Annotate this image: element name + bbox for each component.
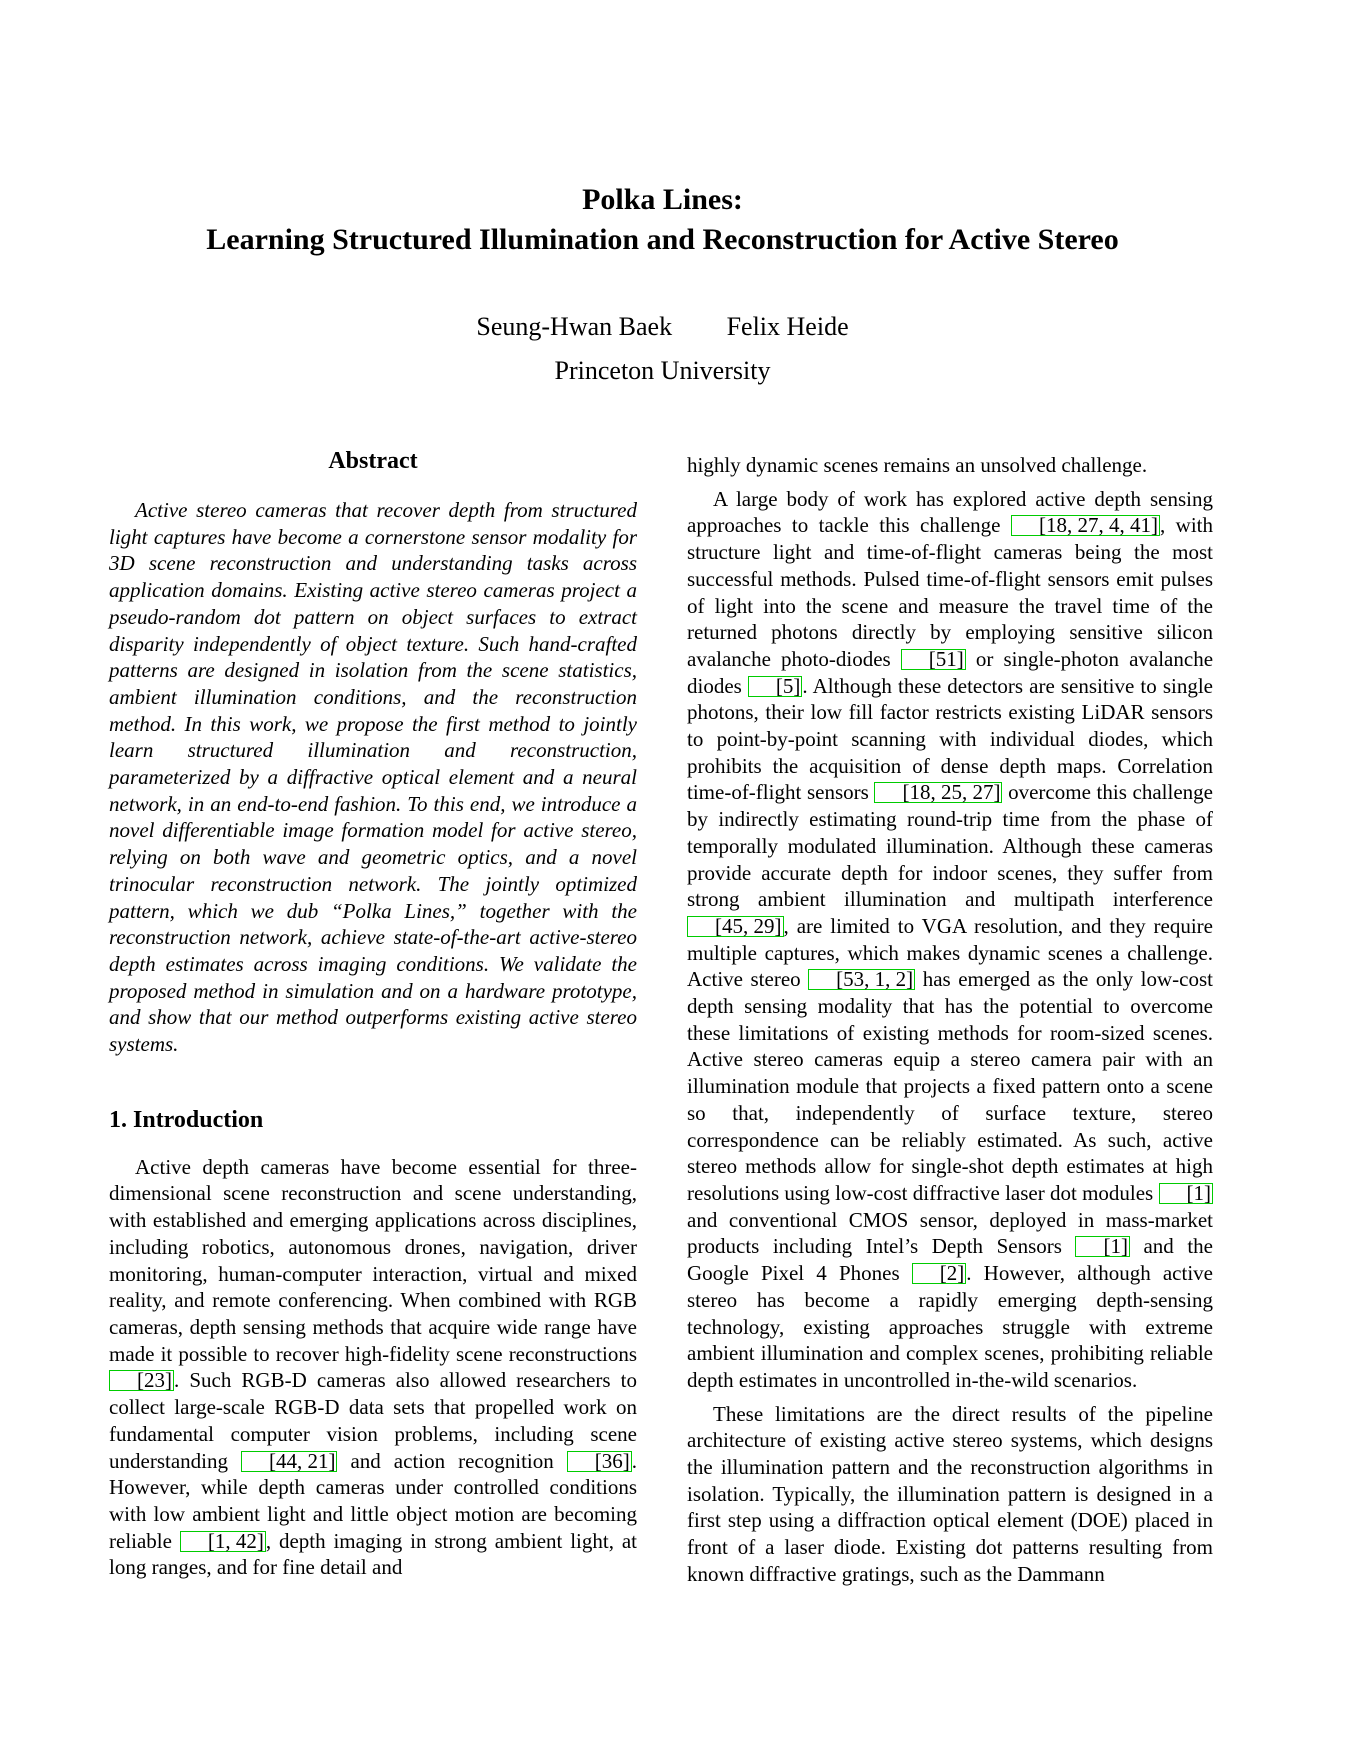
paper-title [0, 180, 1325, 260]
text-run: has emerged as the only low-cost depth sensing modality that has the potential to overcome these limitations of existing methods for room-sized scenes. Active stereo cameras equip a stereo camera pair with an illumination module that projects a fixed pattern onto a scene so that, independently of surface texture, stereo correspondence can be reliably estimated. As such, active stereo methods allow for single-shot depth estimates at high resolutions using low-cost diffractive laser dot modules [687, 967, 1213, 1205]
intro-paragraph-1 [109, 1154, 637, 1581]
section-heading-introduction: 1. Introduction [109, 1106, 264, 1133]
citation-link[interactable]: [51] [901, 649, 966, 670]
text-run: Active depth cameras have become essential for three-dimensional scene reconstruction and scene understanding, with established and emerging applications across disciplines, including robotics, autonomous drones, navigation, driver monitoring, human-computer interaction, virtual and mixed reality, and remote conferencing. When combined with RGB cameras, depth sensing methods that acquire wide range have made it possible to recover high-fidelity scene reconstructions [109, 1154, 637, 1366]
intro-paragraph-2: highly dynamic scenes remains an unsolved challenge. [687, 453, 1148, 477]
citation-link[interactable]: [18, 27, 4, 41] [1011, 515, 1160, 536]
title-line-2: Learning Structured Illumination and Reconstruction for Active Stereo [206, 223, 1119, 256]
right-column [687, 452, 1213, 1595]
text-run: or single-photon avalanche diodes [687, 646, 1214, 698]
title-line-1: Polka Lines: [582, 183, 743, 216]
citation-link[interactable]: [2] [912, 1263, 967, 1284]
citation-link[interactable]: [53, 1, 2] [808, 969, 915, 990]
citation-link[interactable]: [1, 42] [180, 1531, 266, 1552]
text-run: overcome this challenge by indirectly estimating round-trip time from the phase of temporally modulated illumination. Although these cameras provide accurate depth for indoor scenes, they suffer from strong ambient illumination and multipath interference [687, 780, 1213, 912]
citation-link[interactable]: [45, 29] [687, 916, 784, 937]
author-names [0, 310, 1325, 344]
citation-link[interactable]: [44, 21] [241, 1451, 338, 1472]
author-1: Seung-Hwan Baek [476, 312, 673, 341]
text-run: . However, while depth cameras under controlled conditions with low ambient light and little object motion are becoming reliable [109, 1448, 637, 1553]
abstract-text: Active stereo cameras that recover depth from structured light captures have become a cornerstone sensor modality for 3D scene reconstruction and understanding tasks across application domains. Existing active stereo cameras project a pseudo-random dot pattern on object surfaces to extract disparity independently of object texture. Such hand-crafted patterns are designed in isolation from the scene statistics, ambient illumination conditions, and the reconstruction method. In this work, we propose the first method to jointly learn structured illumination and reconstruction, parameterized by a diffractive optical element and a neural network, in an end-to-end fashion. To this end, we introduce a novel differentiable image formation model for active stereo, relying on both wave and geometric optics, and a novel trinocular reconstruction network. The jointly optimized pattern, which we dub “Polka Lines,” together with the reconstruction network, achieve state-of-the-art active-stereo depth estimates across imaging conditions. We validate the proposed method in simulation and on a hardware prototype, and show that our method outperforms existing active stereo systems. [109, 498, 637, 1057]
text-run: . Such RGB-D cameras also allowed researchers to collect large-scale RGB-D data sets that propelled work on fundamental computer vision problems, including scene understanding [109, 1368, 637, 1473]
author-block [0, 310, 1325, 388]
text-run: and conventional CMOS sensor, deployed in mass-market products including Intel’s Depth Sensors [687, 1207, 1213, 1259]
affiliation: Princeton University [554, 356, 771, 385]
intro-paragraph-4: These limitations are the direct results of the pipeline architecture of existing active stereo systems, which designs the illumination pattern and the reconstruction algorithms in isolation. Typically, the illumination pattern is designed in a first step using a diffraction optical element (DOE) placed in front of a laser diode. Existing dot patterns resulting from known diffractive gratings, such as the Dammann [687, 1401, 1213, 1586]
text-run: and action recognition [337, 1448, 567, 1473]
citation-link[interactable]: [1] [1075, 1236, 1130, 1257]
abstract-heading: Abstract [328, 448, 418, 474]
text-run: A large body of work has explored active depth sensing approaches to tackle this challenge [687, 486, 1213, 538]
citation-link[interactable]: [36] [567, 1451, 632, 1472]
citation-link[interactable]: [18, 25, 27] [874, 782, 1002, 803]
left-column [109, 445, 637, 1588]
author-2: Felix Heide [726, 312, 849, 341]
text-run: and the Google Pixel 4 Phones [687, 1234, 1213, 1286]
text-run: . Although these detectors are sensitive to single photons, their low fill factor restricts existing LiDAR sensors to point-by-point scanning with individual diodes, which prohibits the acquisition of dense depth maps. Correlation time-of-flight sensors [687, 673, 1214, 805]
text-run: . However, although active stereo has become a rapidly emerging depth-sensing technology, existing approaches struggle with extreme ambient illumination and complex scenes, prohibiting reliable depth estimates in uncontrolled in-the-wild scenarios. [687, 1261, 1213, 1392]
citation-link[interactable]: [1] [1159, 1183, 1214, 1204]
citation-link[interactable]: [5] [748, 676, 803, 697]
text-run: , with structure light and time-of-flight cameras being the most successful methods. Pulsed time-of-flight sensors emit pulses of light into the scene and measure the travel time of the returned photons directly by employing sensitive silicon avalanche photo-diodes [687, 513, 1213, 671]
citation-link[interactable]: [23] [109, 1370, 174, 1391]
intro-paragraph-3 [687, 486, 1213, 1394]
text-run: , are limited to VGA resolution, and they require multiple captures, which makes dynamic scenes a challenge. Active stereo [687, 913, 1213, 992]
text-run: , depth imaging in strong ambient light, at long ranges, and for fine detail and [109, 1528, 637, 1580]
